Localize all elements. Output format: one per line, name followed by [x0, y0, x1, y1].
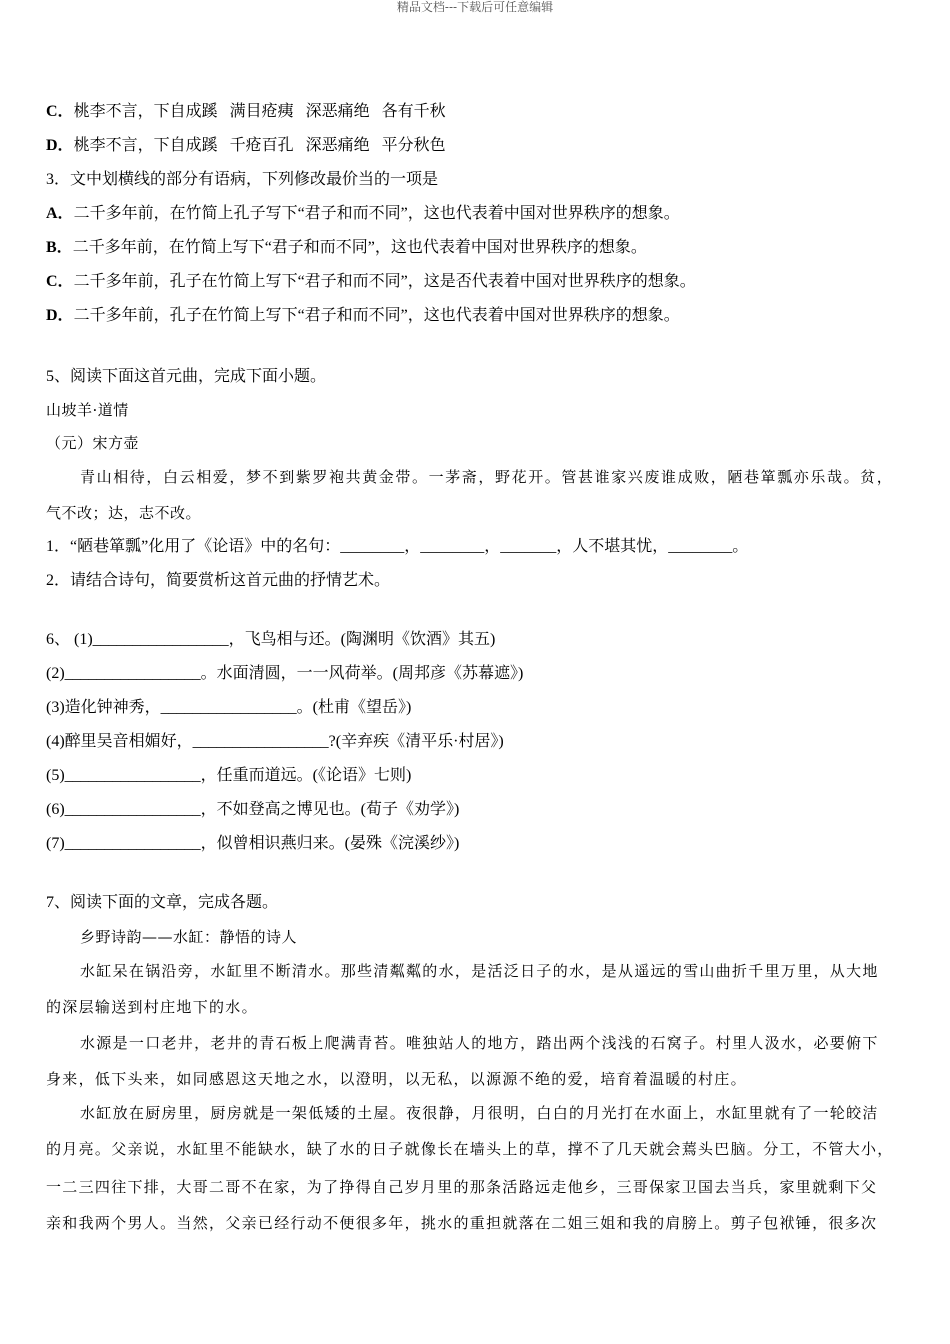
q5-poem-line-2: 气不改；达，志不改。: [46, 504, 202, 522]
q5-poem-title: 山坡羊·道情: [46, 401, 129, 419]
q5-subquestion-1: 1．“陋巷箪瓢”化用了《论语》中的名句：________，________，_______，人不堪其忧，________。: [46, 538, 749, 555]
q7-paragraph-2-line-1: 水源是一口老井，老井的青石板上爬满青苔。唯独站人的地方，踏出两个浅浅的石窝子。村里人汲水，必要俯下: [80, 1034, 879, 1052]
q7-paragraph-3-line-4: 亲和我两个男人。当然，父亲已经行动不便很多年，挑水的重担就落在二姐三姐和我的肩膀上。剪子包袱锤，很多次: [46, 1214, 878, 1232]
q7-paragraph-1-line-2: 的深层输送到村庄地下的水。: [46, 998, 258, 1016]
q7-paragraph-1-line-1: 水缸呆在锅沿旁，水缸里不断清水。那些清粼粼的水，是活泛日子的水，是从遥远的雪山曲折千里万里，从大地: [80, 962, 879, 980]
q7-paragraph-2-line-2: 身来，低下头来，如同感恩这天地之水，以澄明，以无私，以源源不绝的爱，培育着温暖的村庄。: [46, 1070, 747, 1088]
q6-item-3: (3)造化钟神秀，_________________。(杜甫《望岳》): [46, 699, 412, 716]
q2-option-c: C．桃李不言，下自成蹊 满目疮痍 深恶痛绝 各有千秋: [46, 103, 446, 120]
q7-intro: 7、阅读下面的文章，完成各题。: [46, 894, 279, 911]
q3-option-a: A．二千多年前，在竹简上孔子写下“君子和而不同”，这也代表着中国对世界秩序的想象。: [46, 205, 680, 222]
q6-item-7: (7)_________________，似曾相识燕归来。(晏殊《浣溪纱》): [46, 835, 460, 852]
q3-stem: 3．文中划横线的部分有语病，下列修改最价当的一项是: [46, 171, 439, 188]
q3-option-c: C．二千多年前，孔子在竹简上写下“君子和而不同”，这是否代表着中国对世界秩序的想象。: [46, 273, 696, 290]
q7-article-title: 乡野诗韵——水缸：静悟的诗人: [80, 928, 298, 946]
q3-option-b: B．二千多年前，在竹简上写下“君子和而不同”，这也代表着中国对世界秩序的想象。: [46, 239, 647, 256]
q6-item-2: (2)_________________。水面清圆，一一风荷举。(周邦彦《苏幕遮》): [46, 665, 524, 682]
page-header: 精品文档---下载后可任意编辑: [396, 0, 554, 14]
q5-poem-line-1: 青山相待，白云相爱，梦不到紫罗袍共黄金带。一茅斋，野花开。管甚谁家兴废谁成败，陋巷箪瓢亦乐哉。贫，: [80, 468, 894, 486]
q6-item-4: (4)醉里吴音相媚好，_________________?(辛弃疾《清平乐·村居》): [46, 733, 504, 750]
q7-paragraph-3-line-1: 水缸放在厨房里，厨房就是一架低矮的土屋。夜很静，月很明，白白的月光打在水面上，水缸里就有了一轮皎洁: [80, 1104, 879, 1122]
q5-intro: 5、阅读下面这首元曲，完成下面小题。: [46, 368, 327, 385]
q5-poem-author: （元）宋方壶: [46, 434, 140, 452]
q6-item-5: (5)_________________，任重而道远。(《论语》七则): [46, 767, 412, 784]
q5-subquestion-2: 2．请结合诗句，简要赏析这首元曲的抒情艺术。: [46, 572, 391, 589]
q7-paragraph-3-line-3: 一二三四往下排，大哥二哥不在家，为了挣得自己岁月里的那条活路远走他乡，三哥保家卫国去当兵，家里就剩下父: [46, 1178, 878, 1196]
q2-option-d: D．桃李不言，下自成蹊 千疮百孔 深恶痛绝 平分秋色: [46, 137, 446, 154]
q6-item-6: (6)_________________，不如登高之博见也。(荀子《劝学》): [46, 801, 460, 818]
q6-item-1: 6、 (1)_________________，飞鸟相与还。(陶渊明《饮酒》其五): [46, 631, 496, 648]
q7-paragraph-3-line-2: 的月亮。父亲说，水缸里不能缺水，缺了水的日子就像长在墙头上的草，撑不了几天就会蔫头巴脑。分工，不管大小，: [46, 1140, 894, 1158]
q3-option-d: D．二千多年前，孔子在竹简上写下“君子和而不同”，这也代表着中国对世界秩序的想象。: [46, 307, 680, 324]
